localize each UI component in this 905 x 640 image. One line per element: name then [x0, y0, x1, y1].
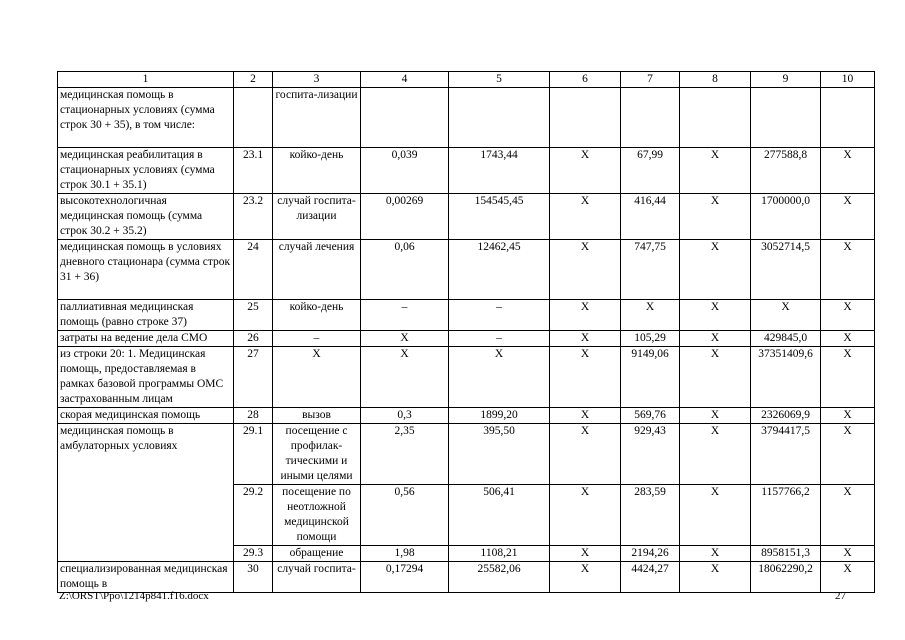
unit-cell: койко-день	[273, 148, 361, 194]
row-number-cell: 30	[234, 562, 273, 593]
value-cell: 2326069,9	[751, 408, 821, 424]
value-cell: Х	[680, 240, 751, 300]
table-row	[58, 240, 875, 300]
header-cell: 8	[680, 72, 751, 88]
value-cell: 1700000,0	[751, 194, 821, 240]
value-cell: Х	[680, 408, 751, 424]
row-number-cell: 23.2	[234, 194, 273, 240]
indicator-cell: паллиативная медицинская помощь (равно строке 37)	[58, 300, 234, 331]
value-cell: Х	[680, 148, 751, 194]
value-cell: 0,039	[361, 148, 449, 194]
row-number-cell: 28	[234, 408, 273, 424]
value-cell	[821, 88, 875, 148]
value-cell: –	[449, 300, 550, 331]
value-cell: 8958151,3	[751, 546, 821, 562]
value-cell: 277588,8	[751, 148, 821, 194]
value-cell: 395,50	[449, 424, 550, 485]
indicator-cell: высокотехнологичная медицинская помощь (сумма строк 30.2 + 35.2)	[58, 194, 234, 240]
value-cell: 37351409,6	[751, 347, 821, 408]
value-cell: Х	[821, 300, 875, 331]
indicator-cell: медицинская реабилитация в стационарных условиях (сумма строк 30.1 + 35.1)	[58, 148, 234, 194]
value-cell: –	[361, 300, 449, 331]
header-cell: 7	[621, 72, 680, 88]
row-number-cell: 29.1	[234, 424, 273, 485]
row-number-cell: 26	[234, 331, 273, 347]
value-cell: Х	[680, 300, 751, 331]
unit-cell: посещение с профилак-тическими и иными целями	[273, 424, 361, 485]
header-cell: 10	[821, 72, 875, 88]
unit-cell: –	[273, 331, 361, 347]
value-cell: Х	[550, 424, 621, 485]
value-cell: 3052714,5	[751, 240, 821, 300]
value-cell	[550, 88, 621, 148]
value-cell: 1743,44	[449, 148, 550, 194]
data-table	[57, 71, 875, 593]
value-cell: Х	[680, 331, 751, 347]
value-cell: 1899,20	[449, 408, 550, 424]
unit-cell: койко-день	[273, 300, 361, 331]
header-row	[58, 72, 875, 88]
indicator-cell: медицинская помощь в условиях дневного стационара (сумма строк 31 + 36)	[58, 240, 234, 300]
table-row	[58, 88, 875, 148]
value-cell: Х	[621, 300, 680, 331]
value-cell: 569,76	[621, 408, 680, 424]
value-cell: Х	[550, 408, 621, 424]
value-cell: 67,99	[621, 148, 680, 194]
header-cell: 3	[273, 72, 361, 88]
value-cell: 929,43	[621, 424, 680, 485]
unit-cell: Х	[273, 347, 361, 408]
header-cell: 1	[58, 72, 234, 88]
value-cell: 1,98	[361, 546, 449, 562]
value-cell	[751, 88, 821, 148]
value-cell	[361, 88, 449, 148]
value-cell: 1157766,2	[751, 485, 821, 546]
table-row	[58, 331, 875, 347]
value-cell: 2,35	[361, 424, 449, 485]
value-cell: 18062290,2	[751, 562, 821, 593]
value-cell: 0,17294	[361, 562, 449, 593]
value-cell: Х	[821, 485, 875, 546]
value-cell: 3794417,5	[751, 424, 821, 485]
value-cell: Х	[821, 424, 875, 485]
value-cell: Х	[821, 562, 875, 593]
value-cell: Х	[680, 485, 751, 546]
value-cell: Х	[680, 546, 751, 562]
header-cell: 5	[449, 72, 550, 88]
value-cell: Х	[550, 194, 621, 240]
value-cell: 283,59	[621, 485, 680, 546]
indicator-cell: скорая медицинская помощь	[58, 408, 234, 424]
indicator-cell: специализированная медицинская помощь в	[58, 562, 234, 593]
table-row	[58, 562, 875, 593]
unit-cell: госпита-лизации	[273, 88, 361, 148]
unit-cell: вызов	[273, 408, 361, 424]
row-number-cell: 29.2	[234, 485, 273, 546]
indicator-cell: затраты на ведение дела СМО	[58, 331, 234, 347]
table-row	[58, 408, 875, 424]
value-cell: 0,56	[361, 485, 449, 546]
header-cell: 9	[751, 72, 821, 88]
value-cell: Х	[680, 194, 751, 240]
unit-cell: обращение	[273, 546, 361, 562]
unit-cell: случай госпита-	[273, 562, 361, 593]
value-cell: 105,29	[621, 331, 680, 347]
value-cell: Х	[821, 408, 875, 424]
value-cell: Х	[821, 194, 875, 240]
value-cell: 0,3	[361, 408, 449, 424]
value-cell: Х	[821, 347, 875, 408]
unit-cell: случай лечения	[273, 240, 361, 300]
table-row	[58, 424, 875, 485]
value-cell: Х	[361, 331, 449, 347]
row-number-cell: 24	[234, 240, 273, 300]
value-cell: Х	[550, 347, 621, 408]
value-cell: Х	[550, 562, 621, 593]
value-cell: Х	[550, 546, 621, 562]
value-cell: 1108,21	[449, 546, 550, 562]
value-cell: 12462,45	[449, 240, 550, 300]
value-cell: 154545,45	[449, 194, 550, 240]
value-cell	[680, 88, 751, 148]
value-cell: 25582,06	[449, 562, 550, 593]
value-cell: Х	[821, 546, 875, 562]
value-cell: Х	[751, 300, 821, 331]
value-cell: Х	[821, 331, 875, 347]
value-cell: 747,75	[621, 240, 680, 300]
value-cell: 9149,06	[621, 347, 680, 408]
value-cell	[621, 88, 680, 148]
value-cell: Х	[680, 424, 751, 485]
table-row	[58, 347, 875, 408]
value-cell: Х	[680, 347, 751, 408]
indicator-cell: медицинская помощь в стационарных условиях (сумма строк 30 + 35), в том числе:	[58, 88, 234, 148]
indicator-cell: из строки 20: 1. Медицинская помощь, предоставляемая в рамках базовой программы ОМС застрахованным лицам	[58, 347, 234, 408]
value-cell: 4424,27	[621, 562, 680, 593]
unit-cell: случай госпита-лизации	[273, 194, 361, 240]
value-cell: 416,44	[621, 194, 680, 240]
value-cell: Х	[680, 562, 751, 593]
value-cell: 0,00269	[361, 194, 449, 240]
header-cell: 6	[550, 72, 621, 88]
row-number-cell: 27	[234, 347, 273, 408]
value-cell: Х	[361, 347, 449, 408]
value-cell	[449, 88, 550, 148]
value-cell: Х	[550, 300, 621, 331]
value-cell: Х	[821, 148, 875, 194]
table-row	[58, 194, 875, 240]
row-number-cell: 23.1	[234, 148, 273, 194]
value-cell: –	[449, 331, 550, 347]
header-cell: 4	[361, 72, 449, 88]
row-number-cell	[234, 88, 273, 148]
value-cell: 506,41	[449, 485, 550, 546]
file-path-footer: Z:\ORST\Ppo\1214p841.f16.docx	[59, 590, 209, 602]
value-cell: 0,06	[361, 240, 449, 300]
value-cell: Х	[550, 331, 621, 347]
value-cell: Х	[821, 240, 875, 300]
value-cell: Х	[550, 240, 621, 300]
indicator-cell: медицинская помощь в амбулаторных условиях	[58, 424, 234, 562]
value-cell: 2194,26	[621, 546, 680, 562]
row-number-cell: 29.3	[234, 546, 273, 562]
value-cell: 429845,0	[751, 331, 821, 347]
page-number: 27	[835, 590, 846, 602]
row-number-cell: 25	[234, 300, 273, 331]
table-row	[58, 148, 875, 194]
value-cell: Х	[550, 148, 621, 194]
value-cell: Х	[550, 485, 621, 546]
unit-cell: посещение по неотложной медицинской помощи	[273, 485, 361, 546]
header-cell: 2	[234, 72, 273, 88]
table-row	[58, 300, 875, 331]
value-cell: Х	[449, 347, 550, 408]
